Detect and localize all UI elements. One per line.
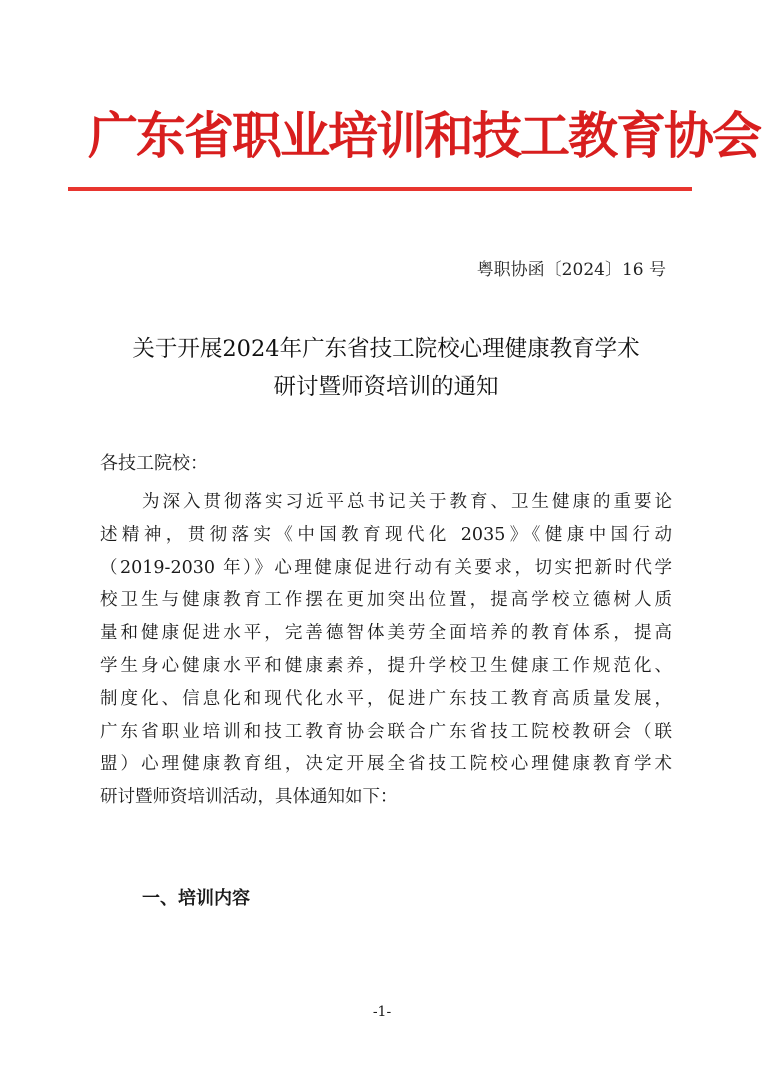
body-line: 为深入贯彻落实习近平总书记关于教育、卫生健康的重要论	[142, 492, 672, 512]
document-title	[96, 330, 676, 406]
body-line: 量和健康促进水平，完善德智体美劳全面培养的教育体系，提高	[100, 623, 672, 644]
body-paragraph	[100, 486, 672, 814]
body-line: 研讨暨师资培训活动，具体通知如下：	[100, 787, 398, 808]
body-line: 述精神，贯彻落实《中国教育现代化 2035》《健康中国行动	[100, 524, 672, 545]
body-line: 学生身心健康水平和健康素养，提升学校卫生健康工作规范化、	[100, 655, 672, 676]
letterhead-title: 广东省职业培训和技工教育协会	[88, 107, 760, 165]
body-line: 广东省职业培训和技工教育协会联合广东省技工院校教研会（联	[100, 721, 672, 742]
body-line: 制度化、信息化和现代化水平，促进广东技工教育高质量发展，	[100, 688, 672, 709]
body-line: 校卫生与健康教育工作摆在更加突出位置，提高学校立德树人质	[100, 590, 672, 611]
body-line: （2019-2030 年）》心理健康促进行动有关要求，切实把新时代学	[100, 557, 672, 578]
title-line: 关于开展2024年广东省技工院校心理健康教育学术	[132, 336, 640, 362]
body-line: 盟）心理健康教育组，决定开展全省技工院校心理健康教育学术	[100, 754, 672, 775]
letterhead-red-rule	[68, 187, 692, 191]
document-number: 粤职协函〔2024〕16 号	[476, 260, 666, 280]
salutation: 各技工院校：	[100, 453, 208, 474]
section-heading: 一、培训内容	[142, 888, 250, 909]
title-line: 研讨暨师资培训的通知	[273, 374, 499, 400]
page-number: -1-	[372, 1004, 392, 1020]
